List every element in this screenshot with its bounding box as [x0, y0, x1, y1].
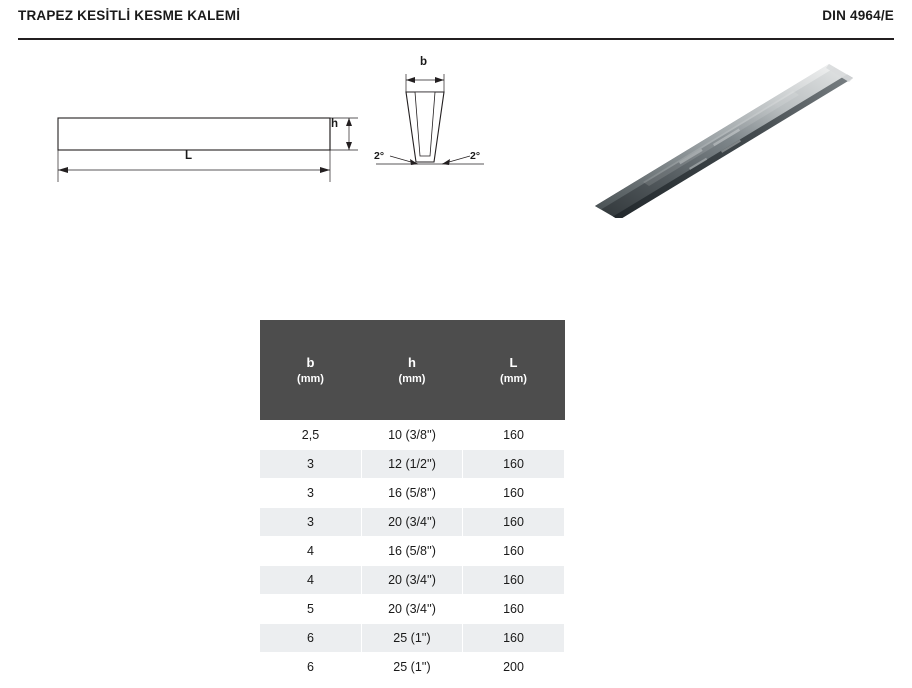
- front-view-angle-left-label: 2°: [374, 150, 385, 162]
- cell-l: 160: [463, 508, 565, 537]
- product-photo: [583, 58, 875, 218]
- standard-code: DIN 4964/E: [822, 8, 894, 23]
- table-row: [260, 450, 565, 479]
- table-row: [260, 537, 565, 566]
- page-header: [18, 8, 894, 40]
- product-photo-image: [583, 58, 875, 218]
- side-view-figure: [46, 60, 366, 210]
- cell-h: 16 (5/8''): [362, 537, 463, 566]
- cell-b: 6: [260, 653, 362, 682]
- cell-b: 4: [260, 537, 362, 566]
- cell-b: 2,5: [260, 421, 362, 450]
- cell-l: 160: [463, 566, 565, 595]
- column-header-h-unit: (mm): [398, 373, 426, 385]
- side-view-length-label: L: [185, 150, 193, 162]
- front-view-width-label: b: [420, 56, 428, 68]
- table-row: [260, 479, 565, 508]
- cell-l: 160: [463, 479, 565, 508]
- cell-h: 25 (1''): [362, 653, 463, 682]
- specification-table-container: [259, 320, 564, 682]
- column-header-b-unit: (mm): [297, 373, 324, 385]
- cell-b: 6: [260, 624, 362, 653]
- figures-area: [0, 48, 912, 228]
- front-view-drawing: [360, 52, 500, 212]
- cell-l: 200: [463, 653, 565, 682]
- cell-l: 160: [463, 537, 565, 566]
- cell-h: 16 (5/8''): [362, 479, 463, 508]
- front-view-figure: [360, 52, 500, 212]
- table-row: [260, 595, 565, 624]
- table-row: [260, 566, 565, 595]
- specification-table: [259, 320, 565, 682]
- cell-b: 3: [260, 479, 362, 508]
- column-header-b-symbol: b: [306, 355, 315, 370]
- table-row: [260, 653, 565, 682]
- cell-l: 160: [463, 624, 565, 653]
- table-header-row: [260, 320, 565, 421]
- table-row: [260, 508, 565, 537]
- cell-h: 20 (3/4''): [362, 595, 463, 624]
- page-title: TRAPEZ KESİTLİ KESME KALEMİ: [18, 8, 241, 23]
- cell-h: 20 (3/4''): [362, 566, 463, 595]
- cell-h: 10 (3/8''): [362, 421, 463, 450]
- side-view-drawing: [46, 60, 366, 210]
- column-header-h: [362, 320, 463, 421]
- column-header-l-unit: (mm): [500, 373, 527, 385]
- side-view-height-label: h: [331, 118, 339, 130]
- cell-l: 160: [463, 421, 565, 450]
- cell-h: 12 (1/2''): [362, 450, 463, 479]
- column-header-l: [463, 320, 565, 421]
- cell-b: 3: [260, 508, 362, 537]
- cell-l: 160: [463, 595, 565, 624]
- table-row: [260, 421, 565, 450]
- cell-b: 3: [260, 450, 362, 479]
- cell-l: 160: [463, 450, 565, 479]
- product-photo-figure: [583, 58, 875, 218]
- cell-h: 25 (1''): [362, 624, 463, 653]
- cell-b: 4: [260, 566, 362, 595]
- column-header-h-symbol: h: [408, 355, 416, 370]
- column-header-l-symbol: L: [509, 355, 518, 370]
- column-header-b: [260, 320, 362, 421]
- table-row: [260, 624, 565, 653]
- cell-b: 5: [260, 595, 362, 624]
- front-view-angle-right-label: 2°: [470, 150, 481, 162]
- cell-h: 20 (3/4''): [362, 508, 463, 537]
